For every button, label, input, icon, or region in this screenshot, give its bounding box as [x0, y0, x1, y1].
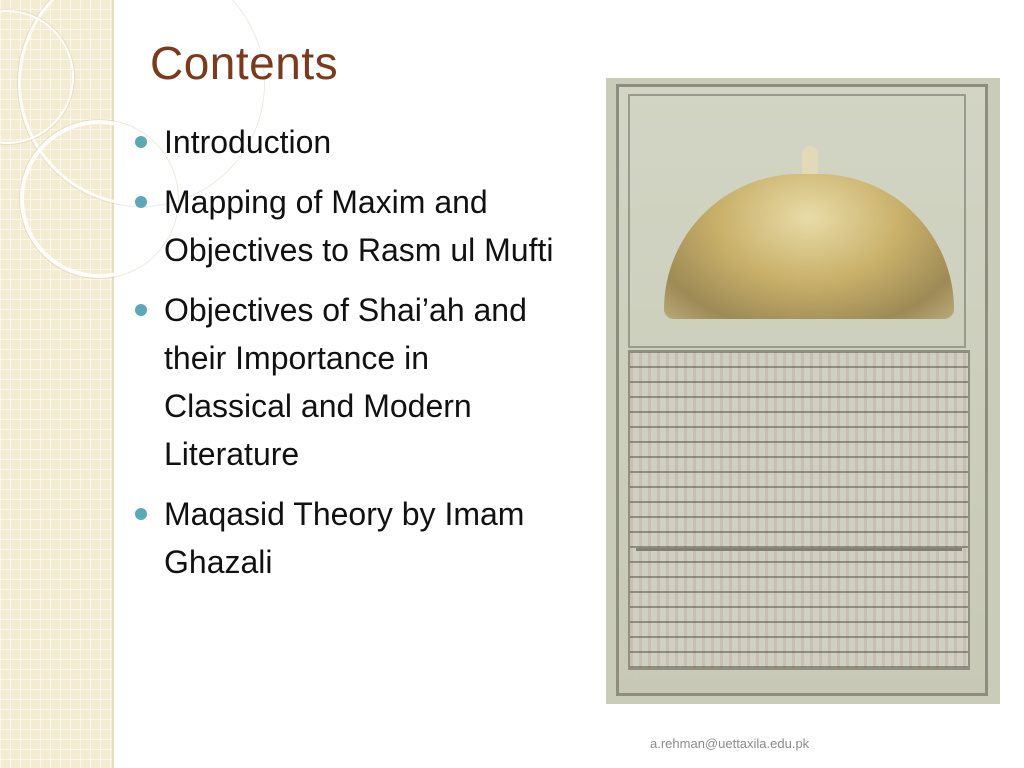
bullet-dot-icon [135, 508, 147, 520]
list-item [134, 118, 564, 166]
contents-list [134, 118, 564, 598]
bullet-dot-icon [135, 304, 147, 316]
slide-title: Contents [150, 37, 339, 89]
list-item-text: Maqasid Theory by Imam Ghazali [164, 496, 525, 580]
manuscript-divider [636, 548, 962, 551]
bullet-dot-icon [135, 136, 147, 148]
manuscript-text-block [628, 350, 970, 670]
list-item [134, 178, 564, 274]
list-item-text: Mapping of Maxim and Objectives to Rasm ul Mufti [164, 184, 554, 268]
list-item [134, 490, 564, 586]
list-item-text: Introduction [164, 124, 332, 160]
bullet-dot-icon [135, 196, 147, 208]
footer-email: a.rehman@uettaxila.edu.pk [650, 736, 810, 751]
list-item-text: Objectives of Shai’ah and their Importance in Classical and Modern Literature [164, 292, 527, 472]
manuscript-image [606, 78, 1000, 704]
list-item [134, 286, 564, 478]
